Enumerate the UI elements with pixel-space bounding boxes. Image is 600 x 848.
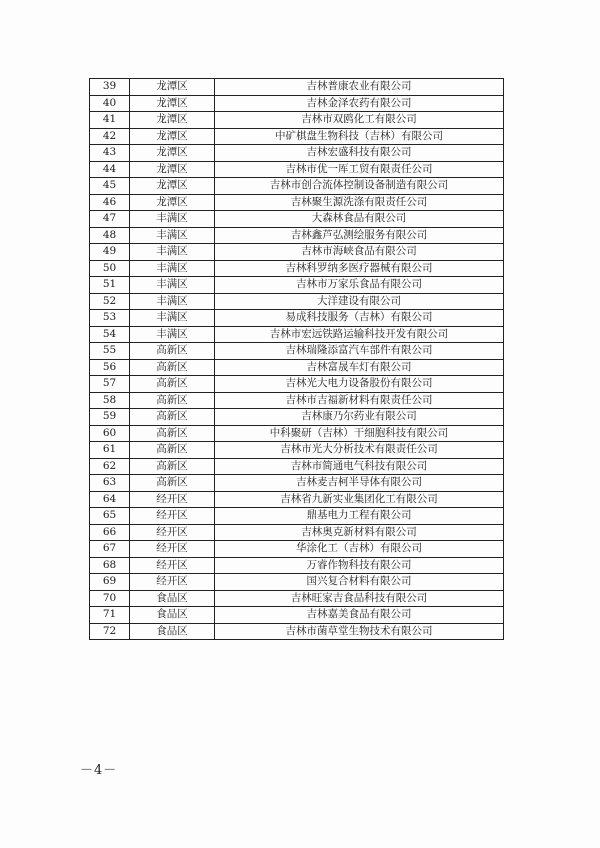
company-name-cell: 吉林聚生源洗涤有限责任公司 [215,194,504,211]
table-row [90,161,504,178]
table-row [90,607,504,624]
table-row [90,508,504,525]
row-number-cell: 69 [90,574,130,591]
table-row [90,95,504,112]
district-cell: 丰满区 [130,260,215,277]
row-number-cell: 44 [90,161,130,178]
company-name-cell: 吉林科罗纳多医疗器械有限公司 [215,260,504,277]
row-number-cell: 59 [90,409,130,426]
company-name-cell: 吉林省九新实业集团化工有限公司 [215,491,504,508]
company-name-cell: 吉林市简通电气科技有限公司 [215,458,504,475]
company-name-cell: 中科聚研（吉林）干细胞科技有限公司 [215,425,504,442]
row-number-cell: 49 [90,244,130,261]
company-name-cell: 吉林光大电力设备股份有限公司 [215,376,504,393]
page-number: －4－ [80,763,118,778]
row-number-cell: 39 [90,79,130,96]
district-cell: 龙潭区 [130,194,215,211]
table-row [90,409,504,426]
row-number-cell: 53 [90,310,130,327]
company-name-cell: 鼎基电力工程有限公司 [215,508,504,525]
row-number-cell: 45 [90,178,130,195]
table-row [90,458,504,475]
district-cell: 食品区 [130,607,215,624]
district-cell: 丰满区 [130,310,215,327]
row-number-cell: 66 [90,524,130,541]
company-name-cell: 吉林鑫芦弘测绘服务有限公司 [215,227,504,244]
district-cell: 龙潭区 [130,79,215,96]
row-number-cell: 56 [90,359,130,376]
district-cell: 丰满区 [130,227,215,244]
row-number-cell: 65 [90,508,130,525]
company-list-table [89,78,504,640]
table-row [90,425,504,442]
table-row [90,244,504,261]
row-number-cell: 51 [90,277,130,294]
table-row [90,524,504,541]
row-number-cell: 40 [90,95,130,112]
company-name-cell: 吉林市光大分析技术有限责任公司 [215,442,504,459]
district-cell: 丰满区 [130,244,215,261]
row-number-cell: 67 [90,541,130,558]
row-number-cell: 61 [90,442,130,459]
table-row [90,343,504,360]
company-name-cell: 吉林市创合流体控制设备制造有限公司 [215,178,504,195]
district-cell: 龙潭区 [130,95,215,112]
row-number-cell: 63 [90,475,130,492]
company-name-cell: 吉林旺家吉食品科技有限公司 [215,590,504,607]
company-name-cell: 吉林市优一厍工贸有限责任公司 [215,161,504,178]
table-row [90,145,504,162]
company-name-cell: 大森林食品有限公司 [215,211,504,228]
company-name-cell: 吉林市万家乐食品有限公司 [215,277,504,294]
company-name-cell: 吉林市菌草堂生物技术有限公司 [215,623,504,640]
row-number-cell: 57 [90,376,130,393]
table-row [90,194,504,211]
district-cell: 龙潭区 [130,161,215,178]
row-number-cell: 47 [90,211,130,228]
company-name-cell: 大洋建设有限公司 [215,293,504,310]
company-name-cell: 吉林奥克新材料有限公司 [215,524,504,541]
district-cell: 经开区 [130,491,215,508]
table-row [90,359,504,376]
row-number-cell: 50 [90,260,130,277]
company-name-cell: 吉林市宏远铁路运输科技开发有限公司 [215,326,504,343]
row-number-cell: 68 [90,557,130,574]
table-row [90,112,504,129]
table-row [90,79,504,96]
district-cell: 食品区 [130,623,215,640]
row-number-cell: 58 [90,392,130,409]
table-body [90,79,504,640]
table-row [90,310,504,327]
table-row [90,475,504,492]
table-row [90,293,504,310]
table-row [90,590,504,607]
district-cell: 高新区 [130,475,215,492]
row-number-cell: 54 [90,326,130,343]
row-number-cell: 52 [90,293,130,310]
district-cell: 高新区 [130,458,215,475]
row-number-cell: 64 [90,491,130,508]
table-row [90,326,504,343]
district-cell: 高新区 [130,442,215,459]
district-cell: 丰满区 [130,277,215,294]
district-cell: 高新区 [130,376,215,393]
district-cell: 丰满区 [130,211,215,228]
table-row [90,442,504,459]
district-cell: 高新区 [130,343,215,360]
row-number-cell: 48 [90,227,130,244]
table-row [90,491,504,508]
district-cell: 高新区 [130,359,215,376]
district-cell: 高新区 [130,392,215,409]
table-row [90,541,504,558]
table-row [90,557,504,574]
row-number-cell: 60 [90,425,130,442]
table-row [90,623,504,640]
company-name-cell: 吉林普康农业有限公司 [215,79,504,96]
district-cell: 龙潭区 [130,178,215,195]
table-row [90,211,504,228]
district-cell: 经开区 [130,574,215,591]
district-cell: 食品区 [130,590,215,607]
row-number-cell: 70 [90,590,130,607]
row-number-cell: 55 [90,343,130,360]
row-number-cell: 43 [90,145,130,162]
row-number-cell: 71 [90,607,130,624]
table-row [90,392,504,409]
company-name-cell: 吉林瑞隆添富汽车部件有限公司 [215,343,504,360]
district-cell: 龙潭区 [130,128,215,145]
row-number-cell: 62 [90,458,130,475]
table-row [90,277,504,294]
table-row [90,376,504,393]
company-name-cell: 易成科技服务（吉林）有限公司 [215,310,504,327]
district-cell: 经开区 [130,557,215,574]
district-cell: 龙潭区 [130,112,215,129]
district-cell: 龙潭区 [130,145,215,162]
table-row [90,227,504,244]
row-number-cell: 72 [90,623,130,640]
row-number-cell: 42 [90,128,130,145]
company-name-cell: 吉林金泽农药有限公司 [215,95,504,112]
company-name-cell: 中矿棋盘生物科技（吉林）有限公司 [215,128,504,145]
table-row [90,178,504,195]
company-name-cell: 吉林嘉美食品有限公司 [215,607,504,624]
district-cell: 高新区 [130,425,215,442]
company-name-cell: 吉林市吉福新材料有限责任公司 [215,392,504,409]
company-name-cell: 万睿作物科技有限公司 [215,557,504,574]
company-name-cell: 吉林康乃尔药业有限公司 [215,409,504,426]
district-cell: 经开区 [130,524,215,541]
district-cell: 经开区 [130,541,215,558]
company-name-cell: 吉林宏盛科技有限公司 [215,145,504,162]
table-row [90,128,504,145]
table-row [90,574,504,591]
company-name-cell: 吉林市双鸥化工有限公司 [215,112,504,129]
company-name-cell: 国兴复合材料有限公司 [215,574,504,591]
table-row [90,260,504,277]
district-cell: 高新区 [130,409,215,426]
row-number-cell: 46 [90,194,130,211]
company-name-cell: 吉林富晟车灯有限公司 [215,359,504,376]
district-cell: 丰满区 [130,326,215,343]
company-name-cell: 吉林市海峡食品有限公司 [215,244,504,261]
company-name-cell: 华涂化工（吉林）有限公司 [215,541,504,558]
company-name-cell: 吉林麦吉柯半导体有限公司 [215,475,504,492]
district-cell: 经开区 [130,508,215,525]
row-number-cell: 41 [90,112,130,129]
district-cell: 丰满区 [130,293,215,310]
